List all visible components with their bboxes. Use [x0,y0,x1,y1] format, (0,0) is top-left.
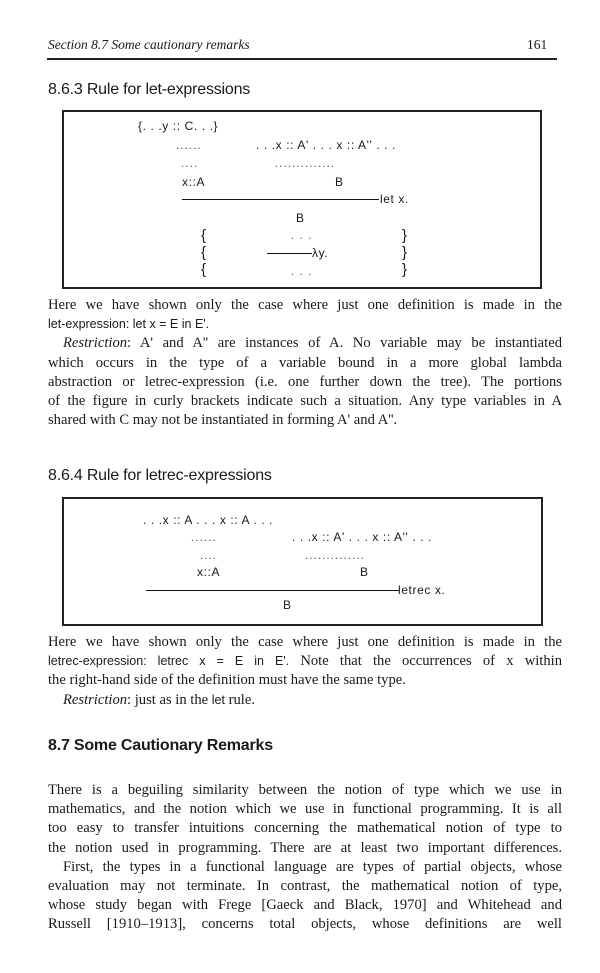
diagram-conclusion: B [283,598,292,612]
code-letrec-expression: letrec x = E in E'. [157,654,290,669]
diagram-context: {. . .y :: C. . .} [138,119,219,133]
inference-rule-line [146,590,399,591]
section-title-8-6-3: 8.6.3 Rule for let-expressions [48,81,251,98]
let-explanation-paragraph [48,296,562,430]
cautionary-remarks-paragraph [48,781,562,935]
text-line: Russell [1910–1913], concerns total objects, whose definitions are well [48,916,562,933]
text-line: abstraction or letrec-expression (i.e. one further down the tree). The portions [48,373,562,390]
restriction-label: Restriction [63,335,128,352]
text-line: mathematics, and the notion which we use in functional programming. It is all [48,801,562,818]
rule-label-lambda: λy. [312,246,329,260]
diagram-premise-right: B [360,565,369,579]
letrec-explanation-paragraph [48,633,562,710]
curly-bracket-close: } [402,244,408,261]
text-line: There is a beguiling similarity between the notion of type which we use in [48,782,562,798]
diagram-premise-left: x::A [182,175,206,189]
header-rule [47,58,557,60]
text-line: the right-hand side of the definition must have the same type. [48,672,406,689]
text-line: shared with C may not be instantiated in forming A' and A''. [48,412,398,429]
curly-bracket-open: { [201,244,207,261]
text-line: Restriction: A' and A'' are instances of A. No variable may be instantiated [63,335,562,352]
section-title-8-6-4: 8.6.4 Rule for letrec-expressions [48,467,272,484]
diagram-top-expr: . . .x :: A . . . x :: A . . . [143,513,274,527]
text-line: evaluation may not terminate. In contrast, the mathematical notion of type, [48,877,562,894]
diagram-instance-expr: . . .x :: A' . . . x :: A'' . . . [292,530,433,544]
text-line: too easy to transfer intuitions concerning the mathematical notion of type to [48,820,562,837]
text-line: Here we have shown only the case where just one definition is made in the [48,297,562,313]
text-line: of the figure in curly brackets indicate such a situation. Any type variables in A [48,392,562,409]
text-line: letrec-expression: letrec x = E in E'. Note that the occurrences of x within [48,653,562,670]
diagram-conclusion: B [296,211,305,225]
text-line: First, the types in a functional language are types of partial objects, whose [63,858,562,875]
running-head-section: Section 8.7 Some cautionary remarks [48,37,250,52]
rule-label-let: let x. [380,192,409,206]
diagram-premise-right: B [335,175,344,189]
text-line: which occurs in the type of a variable bound in a more global lambda [48,354,562,371]
diagram-dots: . . . [291,264,313,278]
rule-label-letrec: letrec x. [398,583,446,597]
letrec-rule-diagram [62,497,543,626]
lambda-rule-line [267,253,312,254]
inference-rule-line [182,199,379,200]
diagram-dots: . . . [291,228,313,242]
diagram-instance-expr: . . .x :: A' . . . x :: A'' . . . [256,138,397,152]
restriction-label: Restriction [63,691,128,708]
text-line: the notion used in programming. There are at least two important differences. [48,839,562,856]
diagram-premise-left: x::A [197,565,221,579]
page-number: 161 [527,37,548,52]
diagram-dots: .............. [305,548,366,562]
text-line: Restriction: just as in the let rule. [63,691,255,708]
code-let-expression: let x = E in E'. [132,317,210,332]
diagram-dots: .............. [275,156,336,170]
section-title-8-7: 8.7 Some Cautionary Remarks [48,737,273,754]
diagram-dots: ...... [176,138,202,152]
text-line: Here we have shown only the case where just one definition is made in the [48,634,562,650]
text-line: let-expression: let x = E in E'. [48,317,210,332]
curly-bracket-open: { [201,261,207,278]
diagram-dots: .... [200,548,218,562]
curly-bracket-close: } [402,261,408,278]
curly-bracket-close: } [402,227,408,244]
diagram-dots: ...... [191,530,217,544]
diagram-dots: .... [181,156,199,170]
text-line: whose study began with Frege [Gaeck and Black, 1970] and Whitehead and [48,897,562,914]
curly-bracket-open: { [201,227,207,244]
